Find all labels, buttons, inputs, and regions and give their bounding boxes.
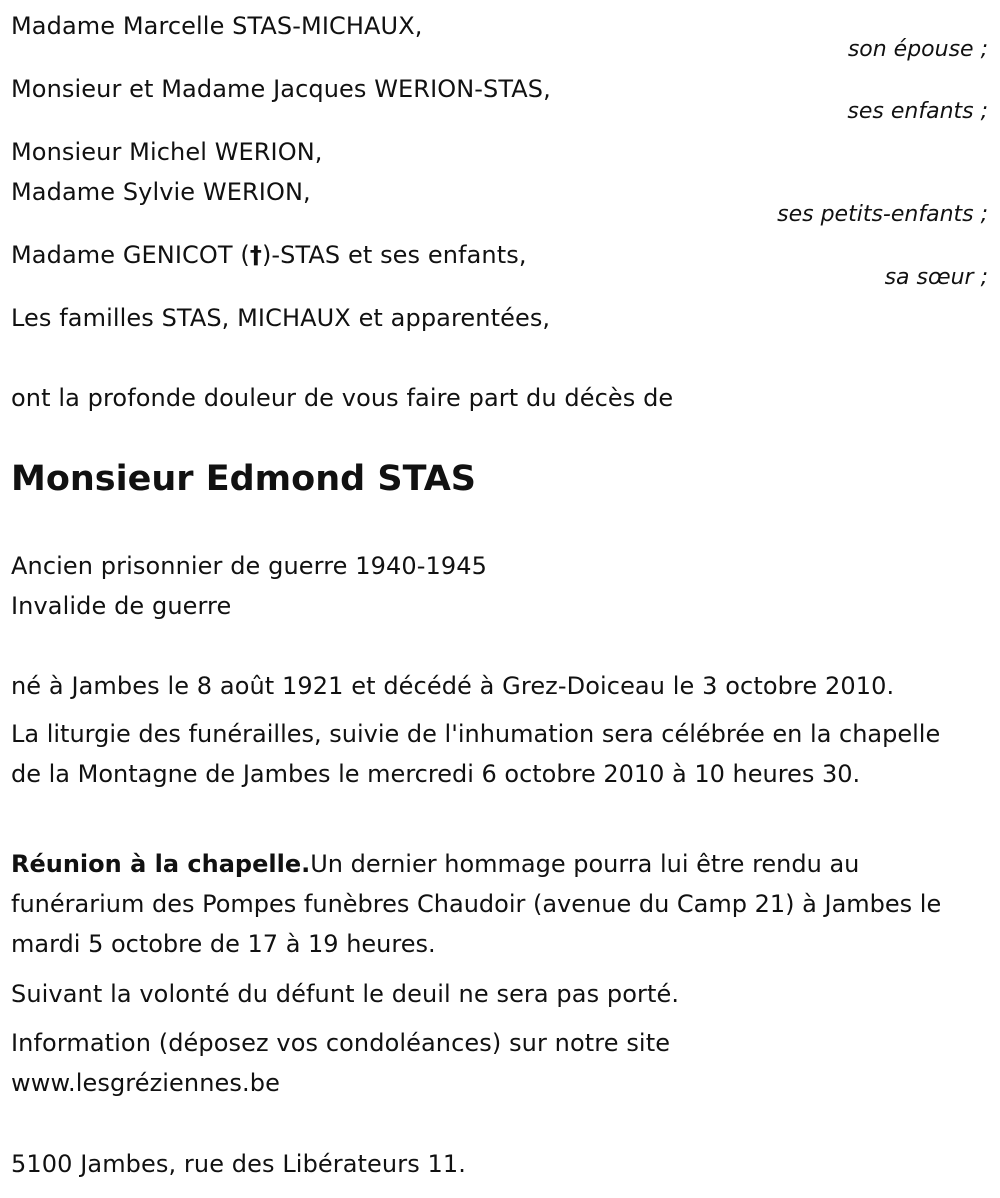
family-line-children: Monsieur et Madame Jacques WERION-STAS, bbox=[11, 75, 551, 103]
mourning-text: Suivant la volonté du défunt le deuil ne sera pas porté. bbox=[11, 980, 680, 1008]
address-text: 5100 Jambes, rue des Libérateurs 11. bbox=[11, 1150, 467, 1178]
relation-grandchildren: ses petits-enfants ; bbox=[777, 202, 988, 227]
relation-sister: sa sœur ; bbox=[884, 265, 988, 290]
relation-spouse: son épouse ; bbox=[847, 37, 988, 62]
deceased-name: Monsieur Edmond STAS bbox=[11, 459, 477, 499]
family-line-grandson: Monsieur Michel WERION, bbox=[11, 138, 323, 166]
sister-name-part1: Madame GENICOT ( bbox=[11, 241, 250, 269]
family-line-granddaughter: Madame Sylvie WERION, bbox=[11, 178, 311, 206]
birth-death-text: né à Jambes le 8 août 1921 et décédé à Grez-Doiceau le 3 octobre 2010. bbox=[11, 672, 895, 700]
family-line-families: Les familles STAS, MICHAUX et apparentées, bbox=[11, 304, 551, 332]
liturgy-text: La liturgie des funérailles, suivie de l'inhumation sera célébrée en la chapelle de la Montagne de Jambes le mercredi 6 octobre 2010 à 10 heures 30. bbox=[11, 720, 941, 788]
title-invalid: Invalide de guerre bbox=[11, 592, 232, 620]
info-text: Information (déposez vos condoléances) sur notre site bbox=[11, 1029, 671, 1057]
website-link[interactable]: www.lesgréziennes.be bbox=[11, 1069, 280, 1097]
family-line-sister bbox=[11, 235, 527, 275]
meeting-paragraph bbox=[11, 844, 971, 964]
cross-icon: † bbox=[249, 241, 262, 269]
title-prisoner: Ancien prisonnier de guerre 1940-1945 bbox=[11, 552, 487, 580]
relation-children: ses enfants ; bbox=[847, 99, 988, 124]
meeting-heading: Réunion à la chapelle. bbox=[11, 850, 311, 878]
family-line-spouse: Madame Marcelle STAS-MICHAUX, bbox=[11, 12, 423, 40]
announcement-text: ont la profonde douleur de vous faire part du décès de bbox=[11, 384, 674, 412]
sister-name-part2: )-STAS et ses enfants, bbox=[261, 241, 527, 269]
meeting-text: Un dernier hommage pourra lui être rendu au funérarium des Pompes funèbres Chaudoir (avenue du Camp 21) à Jambes le mardi 5 octobre de 17 à 19 heures. bbox=[11, 850, 942, 958]
